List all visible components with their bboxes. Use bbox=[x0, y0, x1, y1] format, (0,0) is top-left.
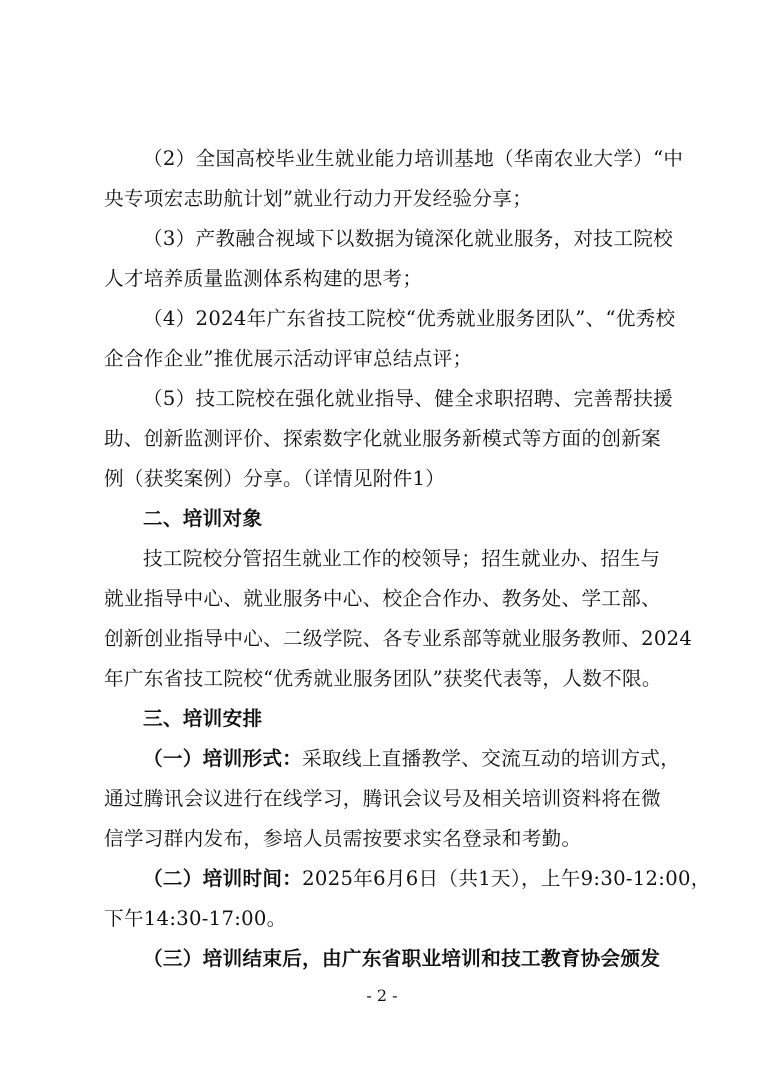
paragraph-item-2-line-1: （2）全国高校毕业生就业能力培训基地（华南农业大学）“中 bbox=[143, 147, 684, 170]
training-time-label: （二）培训时间： bbox=[143, 867, 303, 890]
paragraph-item-3-line-1: （3）产教融合视域下以数据为镜深化就业服务，对技工院校 bbox=[143, 227, 674, 250]
section-heading-training-target: 二、培训对象 bbox=[143, 507, 263, 530]
paragraph-form-line-3: 信学习群内发布，参培人员需按要求实名登录和考勤。 bbox=[104, 827, 582, 850]
paragraph-form-line-2: 通过腾讯会议进行在线学习，腾讯会议号及相关培训资料将在微 bbox=[104, 787, 662, 810]
page-number: - 2 - bbox=[366, 986, 398, 1005]
paragraph-target-line-3: 创新创业指导中心、二级学院、各专业系部等就业服务教师、2024 bbox=[104, 627, 693, 650]
paragraph-time-line-2: 下午14:30-17:00。 bbox=[104, 907, 287, 930]
paragraph-item-4-line-1: （4）2024年广东省技工院校“优秀就业服务团队”、“优秀校 bbox=[143, 307, 676, 330]
paragraph-target-line-4: 年广东省技工院校“优秀就业服务团队”获奖代表等，人数不限。 bbox=[104, 667, 662, 690]
paragraph-form-line-1 bbox=[143, 744, 681, 774]
training-form-text: 采取线上直播教学、交流互动的培训方式， bbox=[302, 747, 681, 770]
paragraph-target-line-2: 就业指导中心、就业服务中心、校企合作办、教务处、学工部、 bbox=[104, 587, 662, 610]
paragraph-item-2-line-2: 央专项宏志助航计划”就业行动力开发经验分享； bbox=[104, 187, 533, 210]
training-time-text: 2025年6月6日（共1天），上午9:30-12:00， bbox=[302, 867, 711, 890]
paragraph-item-5-line-3: 例（获奖案例）分享。（详情见附件1） bbox=[104, 467, 446, 490]
paragraph-item-5-line-1: （5）技工院校在强化就业指导、健全求职招聘、完善帮扶援 bbox=[143, 387, 674, 410]
paragraph-time-line-1 bbox=[143, 864, 711, 894]
paragraph-item-4-line-2: 企合作企业”推优展示活动评审总结点评； bbox=[104, 347, 473, 370]
paragraph-certificate-line-1: （三）培训结束后，由广东省职业培训和技工教育协会颁发 bbox=[143, 947, 661, 970]
paragraph-target-line-1: 技工院校分管招生就业工作的校领导；招生就业办、招生与 bbox=[143, 547, 661, 570]
section-heading-training-arrangement: 三、培训安排 bbox=[143, 707, 263, 730]
training-form-label: （一）培训形式： bbox=[143, 747, 303, 770]
paragraph-item-3-line-2: 人才培养质量监测体系构建的思考； bbox=[104, 267, 423, 290]
paragraph-item-5-line-2: 助、创新监测评价、探索数字化就业服务新模式等方面的创新案 bbox=[104, 427, 662, 450]
